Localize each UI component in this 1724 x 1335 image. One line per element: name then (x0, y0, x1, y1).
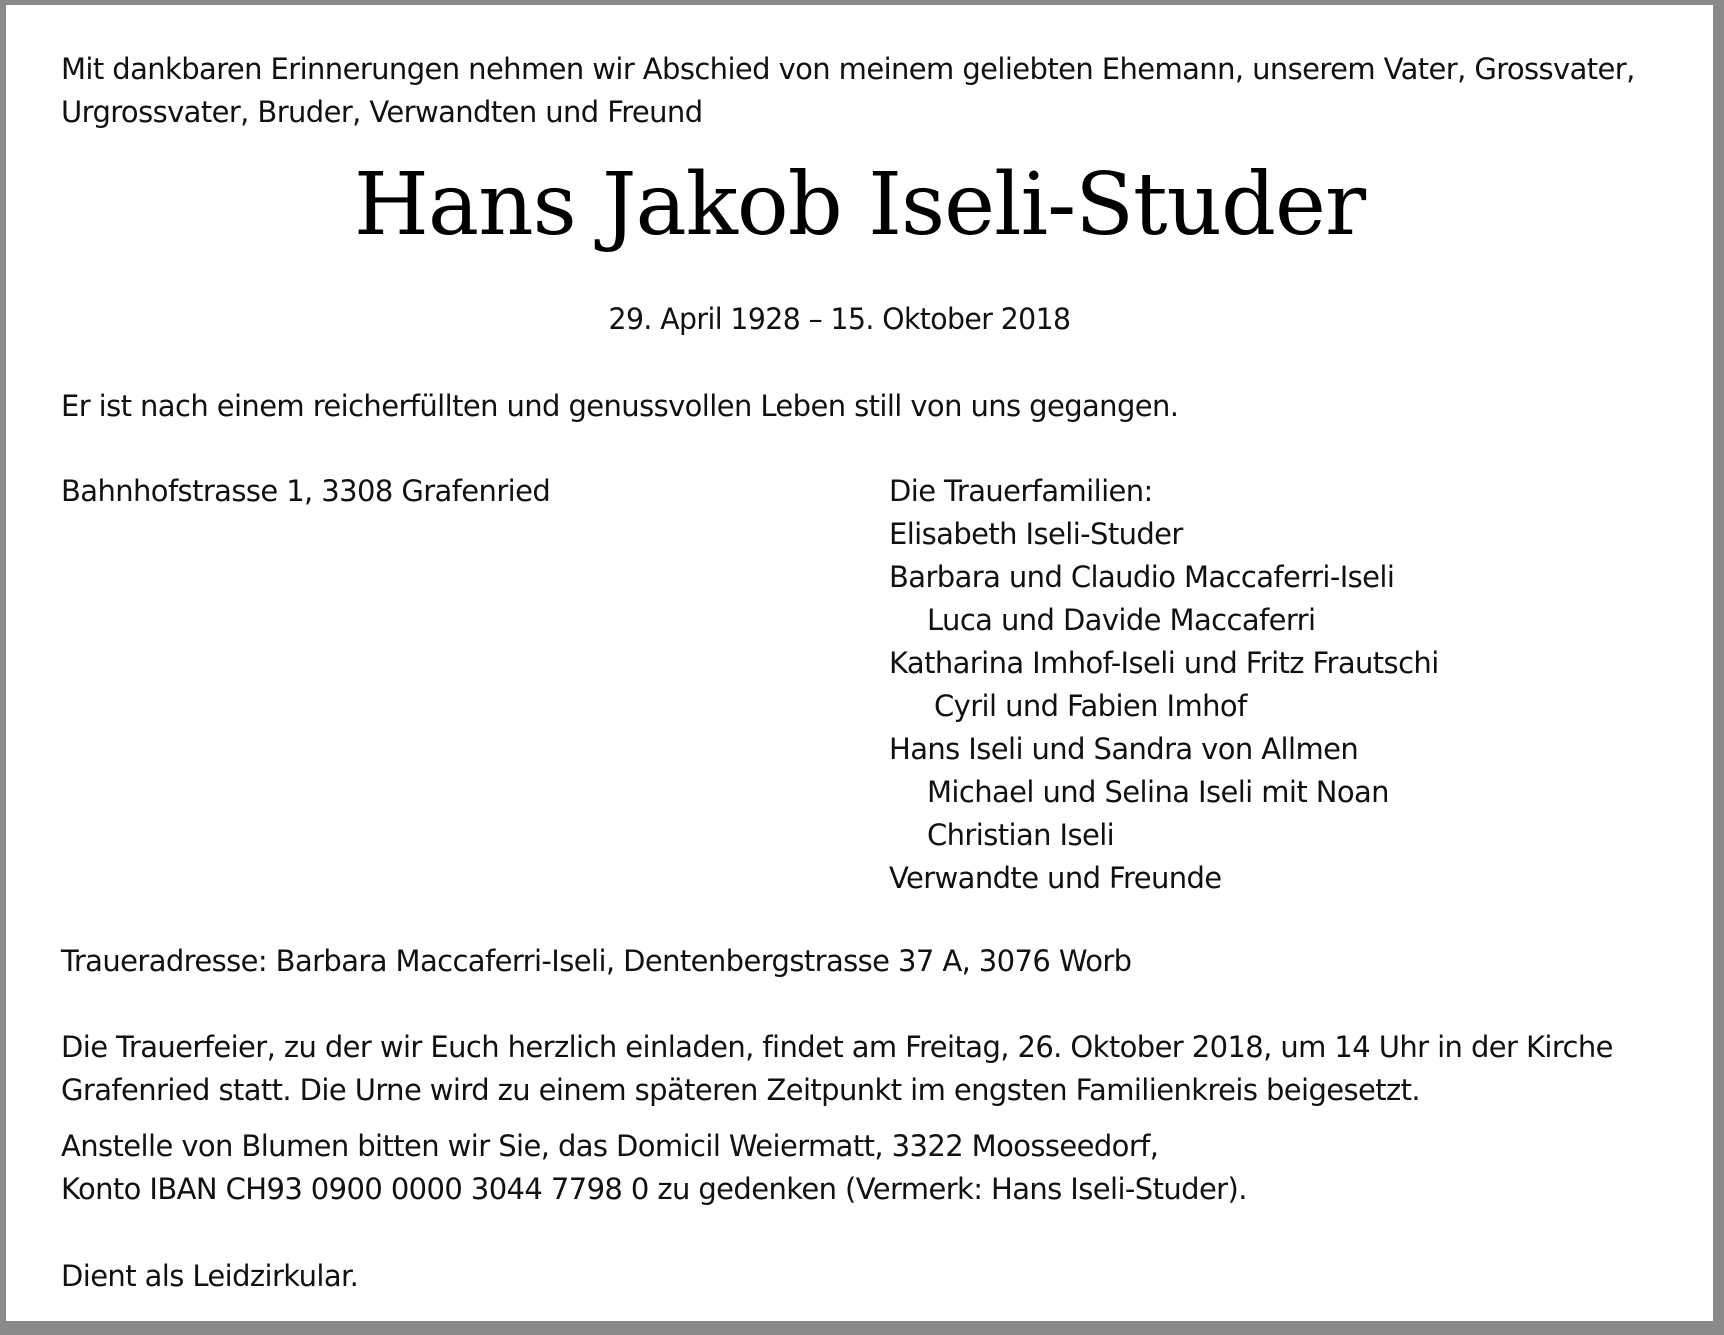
mourning-address: Traueradresse: Barbara Maccaferri-Iseli, Dentenbergstrasse 37 A, 3076 Worb (61, 944, 1132, 978)
intro-paragraph (61, 48, 1635, 134)
deceased-name: Hans Jakob Iseli-Studer (353, 155, 1366, 255)
donation-line: Anstelle von Blumen bitten wir Sie, das Domicil Weiermatt, 3322 Moosseedorf, (61, 1129, 1159, 1163)
families-heading: Die Trauerfamilien: (889, 474, 1153, 508)
ceremony-paragraph (61, 1026, 1613, 1112)
life-dates: 29. April 1928 – 15. Oktober 2018 (608, 302, 1071, 336)
family-member: Elisabeth Iseli-Studer (889, 517, 1183, 551)
ceremony-line: Die Trauerfeier, zu der wir Euch herzlich einladen, findet am Freitag, 26. Oktober 2018, um 14 Uhr in der Kirche (61, 1030, 1613, 1064)
family-member: Katharina Imhof-Iseli und Fritz Frautschi (889, 646, 1439, 680)
circular-note: Dient als Leidzirkular. (61, 1259, 359, 1293)
intro-line: Mit dankbaren Erinnerungen nehmen wir Abschied von meinem geliebten Ehemann, unserem Vater, Grossvater, (61, 52, 1635, 86)
mourning-families-list (889, 470, 1439, 900)
family-member: Hans Iseli und Sandra von Allmen (889, 732, 1359, 766)
family-member: Cyril und Fabien Imhof (934, 689, 1247, 723)
family-member: Verwandte und Freunde (889, 861, 1222, 895)
home-address: Bahnhofstrasse 1, 3308 Grafenried (61, 474, 551, 508)
ceremony-line: Grafenried statt. Die Urne wird zu einem späteren Zeitpunkt im engsten Familienkreis beigesetzt. (61, 1073, 1421, 1107)
obituary-notice (6, 5, 1713, 1321)
donation-line: Konto IBAN CH93 0900 0000 3044 7798 0 zu gedenken (Vermerk: Hans Iseli-Studer). (61, 1172, 1247, 1206)
family-member: Barbara und Claudio Maccaferri-Iseli (889, 560, 1395, 594)
intro-line: Urgrossvater, Bruder, Verwandten und Freund (61, 95, 703, 129)
family-member: Luca und Davide Maccaferri (927, 603, 1316, 637)
family-member: Christian Iseli (927, 818, 1115, 852)
family-member: Michael und Selina Iseli mit Noan (927, 775, 1389, 809)
donation-paragraph (61, 1125, 1247, 1211)
statement-text: Er ist nach einem reicherfüllten und genussvollen Leben still von uns gegangen. (61, 389, 1179, 423)
